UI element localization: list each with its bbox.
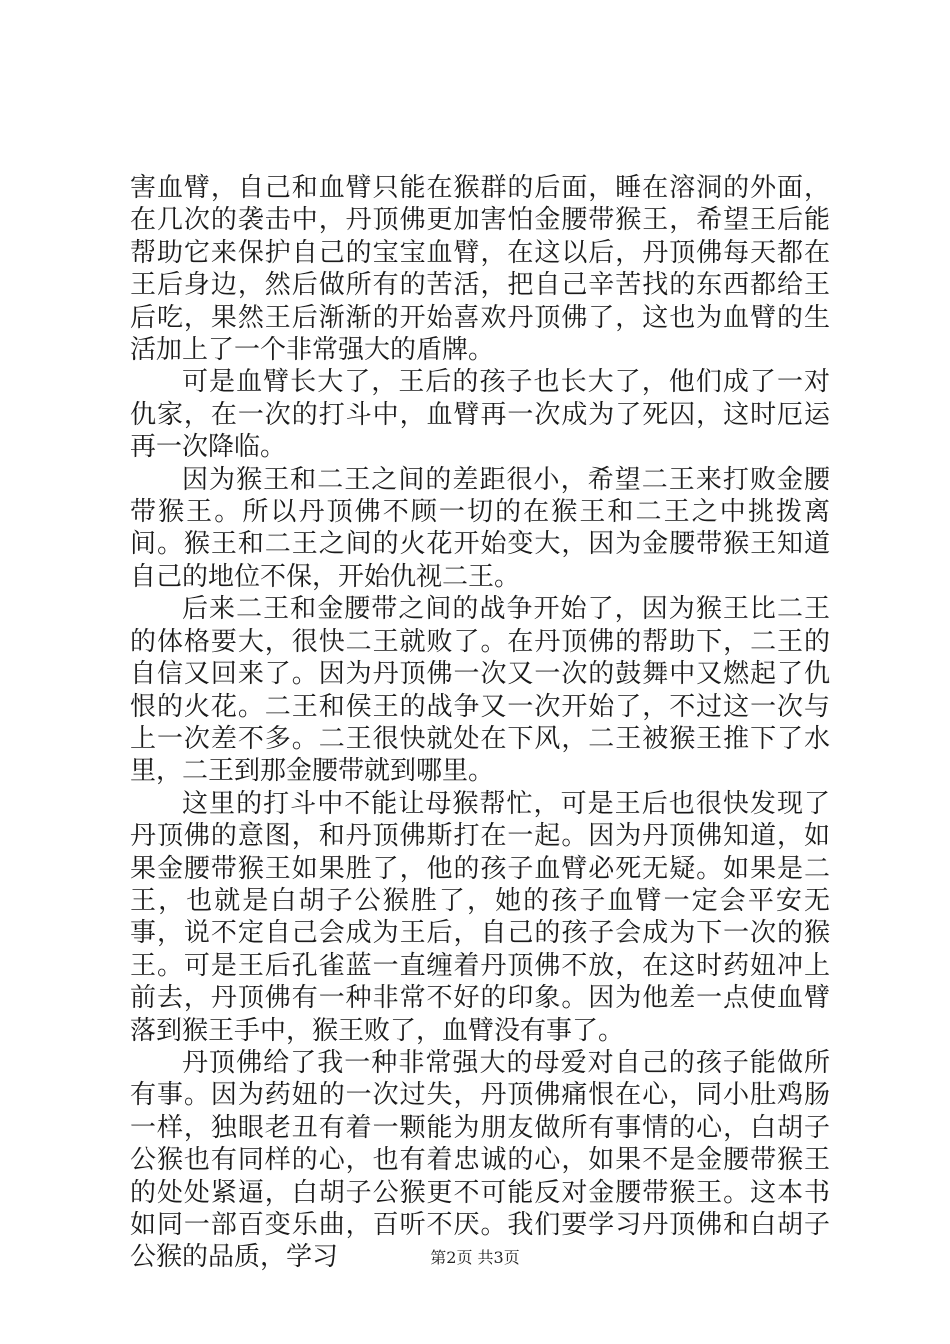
page-footer: 第2页 共3页 (430, 1248, 520, 1267)
paragraph-5: 这里的打斗中不能让母猴帮忙，可是王后也很快发现了丹顶佛的意图，和丹顶佛斯打在一起。因为丹顶佛知道，如果金腰带猴王如果胜了，他的孩子血臂必死无疑。如果是二王，也就是白胡子公猴胜了，她的孩子血臂一定会平安无事，说不定自己会成为王后，自己的孩子会成为下一次的猴王。可是王后孔雀蓝一直缠着丹顶佛不放，在这时药妞冲上前去，丹顶佛有一种非常不好的印象。因为他差一点使血臂落到猴王手中，猴王败了，血臂没有事了。 (130, 788, 830, 1046)
paragraph-2: 可是血臂长大了，王后的孩子也长大了，他们成了一对仇家，在一次的打斗中，血臂再一次成为了死囚，这时厄运再一次降临。 (130, 367, 830, 463)
paragraph-3: 因为猴王和二王之间的差距很小，希望二王来打败金腰带猴王。所以丹顶佛不顾一切的在猴王和二王之中挑拨离间。猴王和二王之间的火花开始变大，因为金腰带猴王知道自己的地位不保，开始仇视二王。 (130, 464, 830, 592)
paragraph-1: 害血臂，自己和血臂只能在猴群的后面，睡在溶洞的外面，在几次的袭击中，丹顶佛更加害怕金腰带猴王，希望王后能帮助它来保护自己的宝宝血臂，在这以后，丹顶佛每天都在王后身边，然后做所有的苦活，把自己辛苦找的东西都给王后吃，果然王后渐渐的开始喜欢丹顶佛了，这也为血臂的生活加上了一个非常强大的盾牌。 (130, 173, 830, 366)
paragraph-6: 丹顶佛给了我一种非常强大的母爱对自己的孩子能做所有事。因为药妞的一次过失，丹顶佛痛恨在心，同小肚鸡肠一样，独眼老丑有着一颗能为朋友做所有事情的心，白胡子公猴也有同样的心，也有着忠诚的心，如果不是金腰带猴王的处处紧逼，白胡子公猴更不可能反对金腰带猴王。这本书如同一部百变乐曲，百听不厌。我们要学习丹顶佛和白胡子公猴的品质，学习 (130, 1047, 830, 1273)
paragraph-4: 后来二王和金腰带之间的战争开始了，因为猴王比二王的体格要大，很快二王就败了。在丹顶佛的帮助下，二王的自信又回来了。因为丹顶佛一次又一次的鼓舞中又燃起了仇恨的火花。二王和侯王的战争又一次开始了，不过这一次与上一次差不多。二王很快就处在下风，二王被猴王推下了水里，二王到那金腰带就到哪里。 (130, 594, 830, 787)
document-body (130, 172, 830, 1274)
